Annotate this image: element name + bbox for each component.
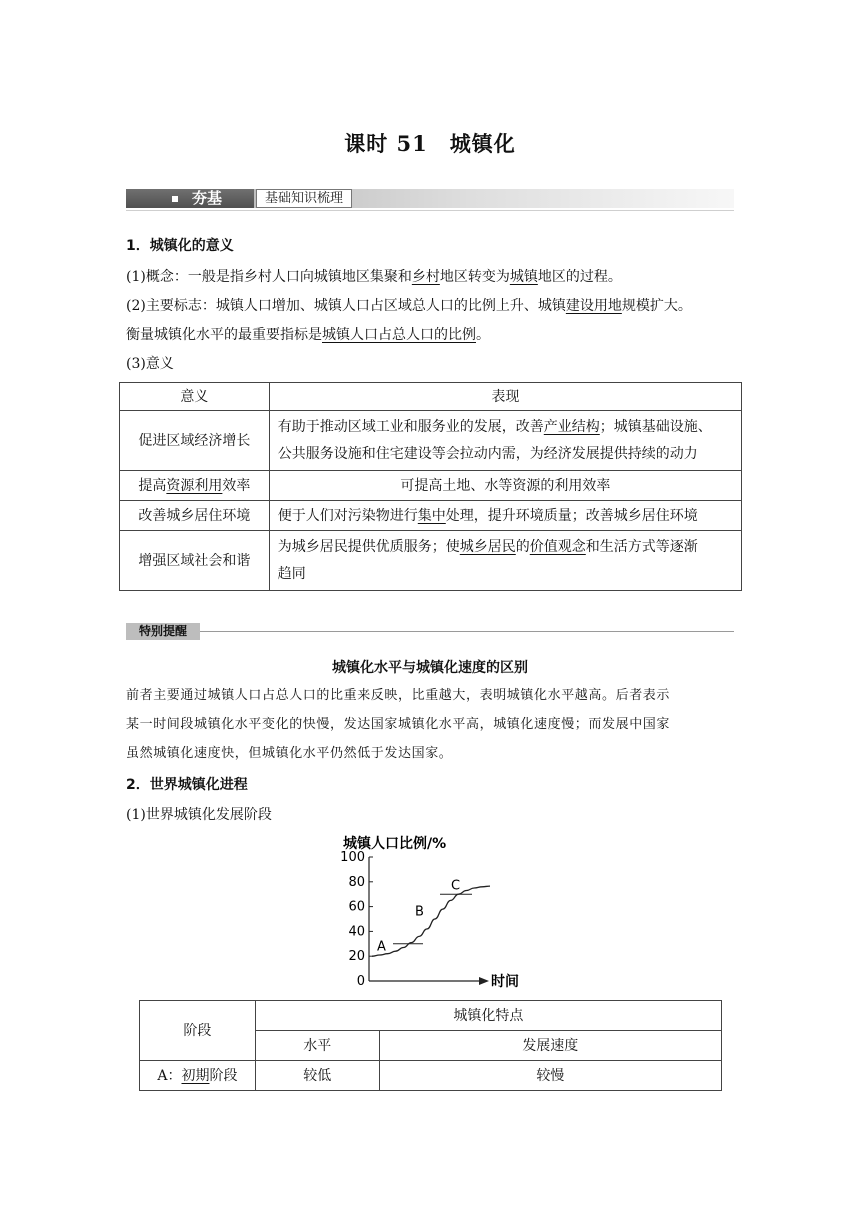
stage-b-label: B xyxy=(415,904,424,920)
y-tick-label: 40 xyxy=(348,924,365,940)
lesson-name: 城镇化 xyxy=(449,131,516,156)
header-performance: 表现 xyxy=(269,383,741,411)
header-level: 水平 xyxy=(255,1031,379,1061)
speed-cell: 较慢 xyxy=(379,1061,721,1091)
significance-label: (3)意义 xyxy=(126,356,174,372)
row-label: 促进区域经济增长 xyxy=(120,411,270,471)
level-cell: 较低 xyxy=(255,1061,379,1091)
banner-label: 基础知识梳理 xyxy=(256,189,352,208)
y-tick-label: 80 xyxy=(348,874,365,890)
row-label: 提高资源利用效率 xyxy=(120,471,270,501)
stages-subheading: (1)世界城镇化发展阶段 xyxy=(126,807,272,823)
stage-c-label: C xyxy=(451,878,461,894)
row-label: 改善城乡居住环境 xyxy=(120,501,270,531)
y-axis-label: 城镇人口比例/% xyxy=(343,836,447,852)
y-tick-label: 60 xyxy=(348,899,365,915)
row-label: 增强区域社会和谐 xyxy=(120,531,270,591)
tip-line-1: 前者主要通过城镇人口占总人口的比重来反映，比重越大，表明城镇化水平越高。后者表示 xyxy=(126,688,671,703)
tip-line-2: 某一时间段城镇化水平变化的快慢，发达国家城镇化水平高，城镇化速度慢；而发展中国家 xyxy=(126,717,671,732)
stage-cell: A：初期阶段 xyxy=(140,1061,256,1091)
stages-table xyxy=(139,1000,722,1091)
urbanization-curve xyxy=(372,886,490,956)
y-tick-label: 100 xyxy=(340,850,365,865)
tip-tag: 特别提醒 xyxy=(126,623,200,640)
tip-line-3: 虽然城镇化速度快，但城镇化水平仍然低于发达国家。 xyxy=(126,746,453,761)
row-content: 可提高土地、水等资源的利用效率 xyxy=(269,471,741,501)
x-axis-label: 时间 xyxy=(491,974,519,990)
lesson-number: 课时 51 xyxy=(344,131,428,156)
markers-paragraph: (2)主要标志：城镇人口增加、城镇人口占区域总人口的比例上升、城镇建设用地规模扩大。 xyxy=(126,298,692,314)
section2-heading: 2．世界城镇化进程 xyxy=(126,777,248,793)
x-axis-arrow-icon xyxy=(479,977,489,985)
indicator-paragraph: 衡量城镇化水平的最重要指标是城镇人口占总人口的比例。 xyxy=(126,327,490,343)
table-row xyxy=(140,1061,722,1091)
y-tick-label: 0 xyxy=(356,974,365,989)
header-speed: 发展速度 xyxy=(379,1031,721,1061)
row-content: 为城乡居民提供优质服务；使城乡居民的价值观念和生活方式等逐渐 趋同 xyxy=(269,531,741,591)
table-header-row xyxy=(140,1001,722,1031)
row-content: 便于人们对污染物进行集中处理，提升环境质量；改善城乡居住环境 xyxy=(269,501,741,531)
tip-title: 城镇化水平与城镇化速度的区别 xyxy=(332,660,528,676)
banner-tag-text: 夯基 xyxy=(192,189,223,207)
y-tick-label: 20 xyxy=(348,949,365,965)
header-features: 城镇化特点 xyxy=(255,1001,721,1031)
row-content: 有助于推动区域工业和服务业的发展，改善产业结构；城镇基础设施、 公共服务设施和住宅建设等会拉动内需，为经济发展提供持续的动力 xyxy=(269,411,741,471)
header-stage: 阶段 xyxy=(140,1001,256,1061)
concept-paragraph: (1)概念：一般是指乡村人口向城镇地区集聚和乡村地区转变为城镇地区的过程。 xyxy=(126,269,622,285)
header-significance: 意义 xyxy=(120,383,270,411)
section1-heading: 1．城镇化的意义 xyxy=(126,238,234,254)
stage-a-label: A xyxy=(377,939,386,955)
